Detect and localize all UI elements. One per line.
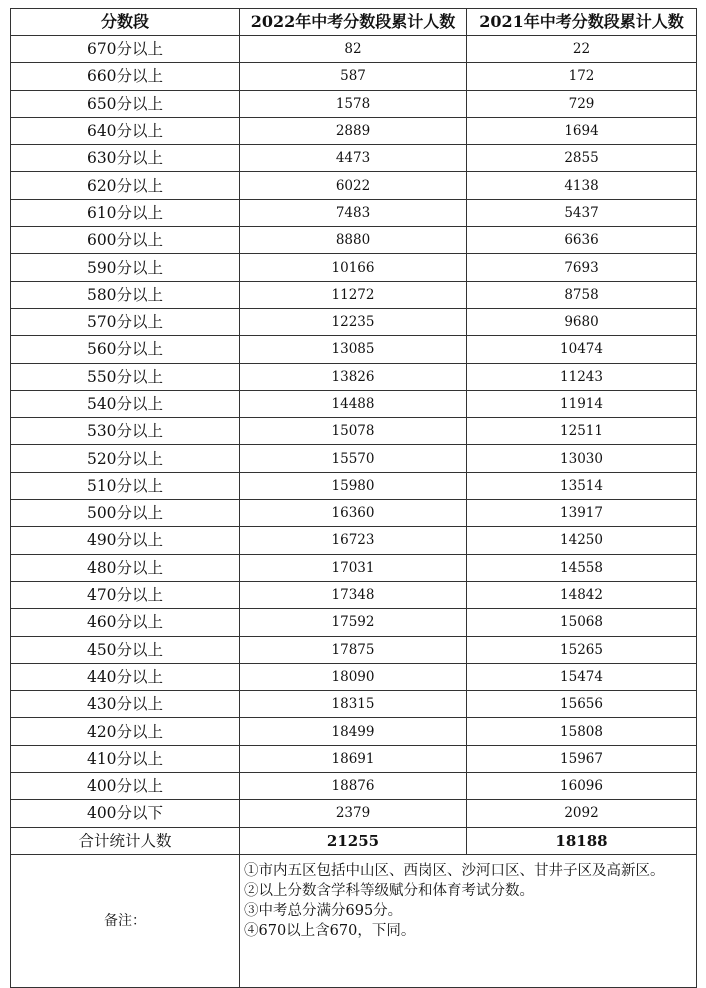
note-line-1: ①市内五区包括中山区、西岗区、沙河口区、甘井子区及高新区。: [244, 862, 665, 879]
count-2021-cell: 15656: [467, 691, 697, 718]
table-row: [11, 691, 697, 718]
count-2022-cell: 17031: [240, 554, 467, 581]
table-row: [11, 609, 697, 636]
score-range-cell: 610分以上: [11, 199, 240, 226]
count-2021-cell: 13030: [467, 445, 697, 472]
count-2021-cell: 14250: [467, 527, 697, 554]
total-2021: 18188: [467, 827, 697, 854]
table-row: [11, 63, 697, 90]
score-range-cell: 420分以上: [11, 718, 240, 745]
count-2022-cell: 14488: [240, 390, 467, 417]
count-2021-cell: 1694: [467, 117, 697, 144]
count-2022-cell: 18499: [240, 718, 467, 745]
count-2022-cell: 6022: [240, 172, 467, 199]
table-row: [11, 663, 697, 690]
table-row: [11, 336, 697, 363]
count-2021-cell: 13514: [467, 472, 697, 499]
count-2021-cell: 2092: [467, 800, 697, 827]
score-range-cell: 650分以上: [11, 90, 240, 117]
count-2022-cell: 15078: [240, 418, 467, 445]
count-2022-cell: 17592: [240, 609, 467, 636]
score-range-cell: 410分以上: [11, 745, 240, 772]
score-range-cell: 520分以上: [11, 445, 240, 472]
score-range-cell: 400分以上: [11, 773, 240, 800]
table-row: [11, 199, 697, 226]
notes-label: 备注：: [11, 854, 240, 987]
table-row: [11, 500, 697, 527]
count-2021-cell: 11914: [467, 390, 697, 417]
note-line-4: ④670以上含670，下同。: [244, 922, 416, 939]
score-range-cell: 620分以上: [11, 172, 240, 199]
table-row: [11, 773, 697, 800]
count-2021-cell: 9680: [467, 308, 697, 335]
count-2021-cell: 5437: [467, 199, 697, 226]
score-range-cell: 500分以上: [11, 500, 240, 527]
count-2022-cell: 18876: [240, 773, 467, 800]
score-range-cell: 530分以上: [11, 418, 240, 445]
table-row: [11, 254, 697, 281]
score-range-cell: 590分以上: [11, 254, 240, 281]
count-2021-cell: 14558: [467, 554, 697, 581]
count-2021-cell: 15474: [467, 663, 697, 690]
score-range-cell: 480分以上: [11, 554, 240, 581]
count-2022-cell: 13085: [240, 336, 467, 363]
count-2022-cell: 2889: [240, 117, 467, 144]
count-2022-cell: 16360: [240, 500, 467, 527]
header-2022-count: 2022年中考分数段累计人数: [240, 9, 467, 36]
table-row: [11, 636, 697, 663]
table-row: [11, 90, 697, 117]
table-row: [11, 527, 697, 554]
score-table-container: [10, 8, 696, 988]
notes-text: [240, 854, 697, 987]
note-line-2: ②以上分数含学科等级赋分和体育考试分数。: [244, 882, 534, 899]
count-2022-cell: 11272: [240, 281, 467, 308]
score-range-cell: 550分以上: [11, 363, 240, 390]
count-2021-cell: 13917: [467, 500, 697, 527]
count-2022-cell: 18691: [240, 745, 467, 772]
score-range-cell: 490分以上: [11, 527, 240, 554]
table-row: [11, 472, 697, 499]
score-range-cell: 570分以上: [11, 308, 240, 335]
count-2022-cell: 1578: [240, 90, 467, 117]
header-score-range: 分数段: [11, 9, 240, 36]
score-range-cell: 560分以上: [11, 336, 240, 363]
score-range-cell: 460分以上: [11, 609, 240, 636]
table-row: [11, 718, 697, 745]
count-2022-cell: 15570: [240, 445, 467, 472]
score-range-cell: 670分以上: [11, 36, 240, 63]
count-2022-cell: 587: [240, 63, 467, 90]
count-2022-cell: 4473: [240, 145, 467, 172]
count-2022-cell: 18090: [240, 663, 467, 690]
total-row: [11, 827, 697, 854]
score-range-cell: 450分以上: [11, 636, 240, 663]
table-header-row: [11, 9, 697, 36]
notes-row: [11, 854, 697, 987]
count-2021-cell: 10474: [467, 336, 697, 363]
table-row: [11, 363, 697, 390]
table-row: [11, 445, 697, 472]
score-range-cell: 660分以上: [11, 63, 240, 90]
score-range-cell: 430分以上: [11, 691, 240, 718]
table-body: [11, 36, 697, 828]
count-2022-cell: 18315: [240, 691, 467, 718]
score-range-cell: 400分以下: [11, 800, 240, 827]
table-row: [11, 554, 697, 581]
score-distribution-table: [10, 8, 697, 988]
table-row: [11, 281, 697, 308]
score-range-cell: 640分以上: [11, 117, 240, 144]
count-2022-cell: 10166: [240, 254, 467, 281]
table-row: [11, 800, 697, 827]
table-row: [11, 117, 697, 144]
table-row: [11, 745, 697, 772]
count-2022-cell: 12235: [240, 308, 467, 335]
total-2022: 21255: [240, 827, 467, 854]
table-row: [11, 36, 697, 63]
header-2021-count: 2021年中考分数段累计人数: [467, 9, 697, 36]
count-2022-cell: 8880: [240, 227, 467, 254]
count-2022-cell: 82: [240, 36, 467, 63]
count-2021-cell: 22: [467, 36, 697, 63]
count-2021-cell: 8758: [467, 281, 697, 308]
count-2021-cell: 2855: [467, 145, 697, 172]
count-2021-cell: 15967: [467, 745, 697, 772]
count-2021-cell: 7693: [467, 254, 697, 281]
count-2022-cell: 2379: [240, 800, 467, 827]
score-range-cell: 580分以上: [11, 281, 240, 308]
table-row: [11, 227, 697, 254]
count-2021-cell: 729: [467, 90, 697, 117]
count-2022-cell: 15980: [240, 472, 467, 499]
count-2021-cell: 4138: [467, 172, 697, 199]
count-2021-cell: 16096: [467, 773, 697, 800]
table-row: [11, 581, 697, 608]
table-row: [11, 172, 697, 199]
total-label: 合计统计人数: [11, 827, 240, 854]
score-range-cell: 510分以上: [11, 472, 240, 499]
score-range-cell: 630分以上: [11, 145, 240, 172]
count-2021-cell: 12511: [467, 418, 697, 445]
score-range-cell: 440分以上: [11, 663, 240, 690]
count-2022-cell: 7483: [240, 199, 467, 226]
score-range-cell: 540分以上: [11, 390, 240, 417]
note-line-3: ③中考总分满分695分。: [244, 902, 403, 919]
table-row: [11, 308, 697, 335]
count-2022-cell: 16723: [240, 527, 467, 554]
count-2022-cell: 13826: [240, 363, 467, 390]
table-row: [11, 390, 697, 417]
count-2021-cell: 14842: [467, 581, 697, 608]
score-range-cell: 470分以上: [11, 581, 240, 608]
count-2021-cell: 15265: [467, 636, 697, 663]
table-row: [11, 145, 697, 172]
count-2021-cell: 15068: [467, 609, 697, 636]
count-2021-cell: 15808: [467, 718, 697, 745]
table-row: [11, 418, 697, 445]
count-2022-cell: 17875: [240, 636, 467, 663]
count-2021-cell: 6636: [467, 227, 697, 254]
count-2021-cell: 11243: [467, 363, 697, 390]
count-2021-cell: 172: [467, 63, 697, 90]
score-range-cell: 600分以上: [11, 227, 240, 254]
count-2022-cell: 17348: [240, 581, 467, 608]
